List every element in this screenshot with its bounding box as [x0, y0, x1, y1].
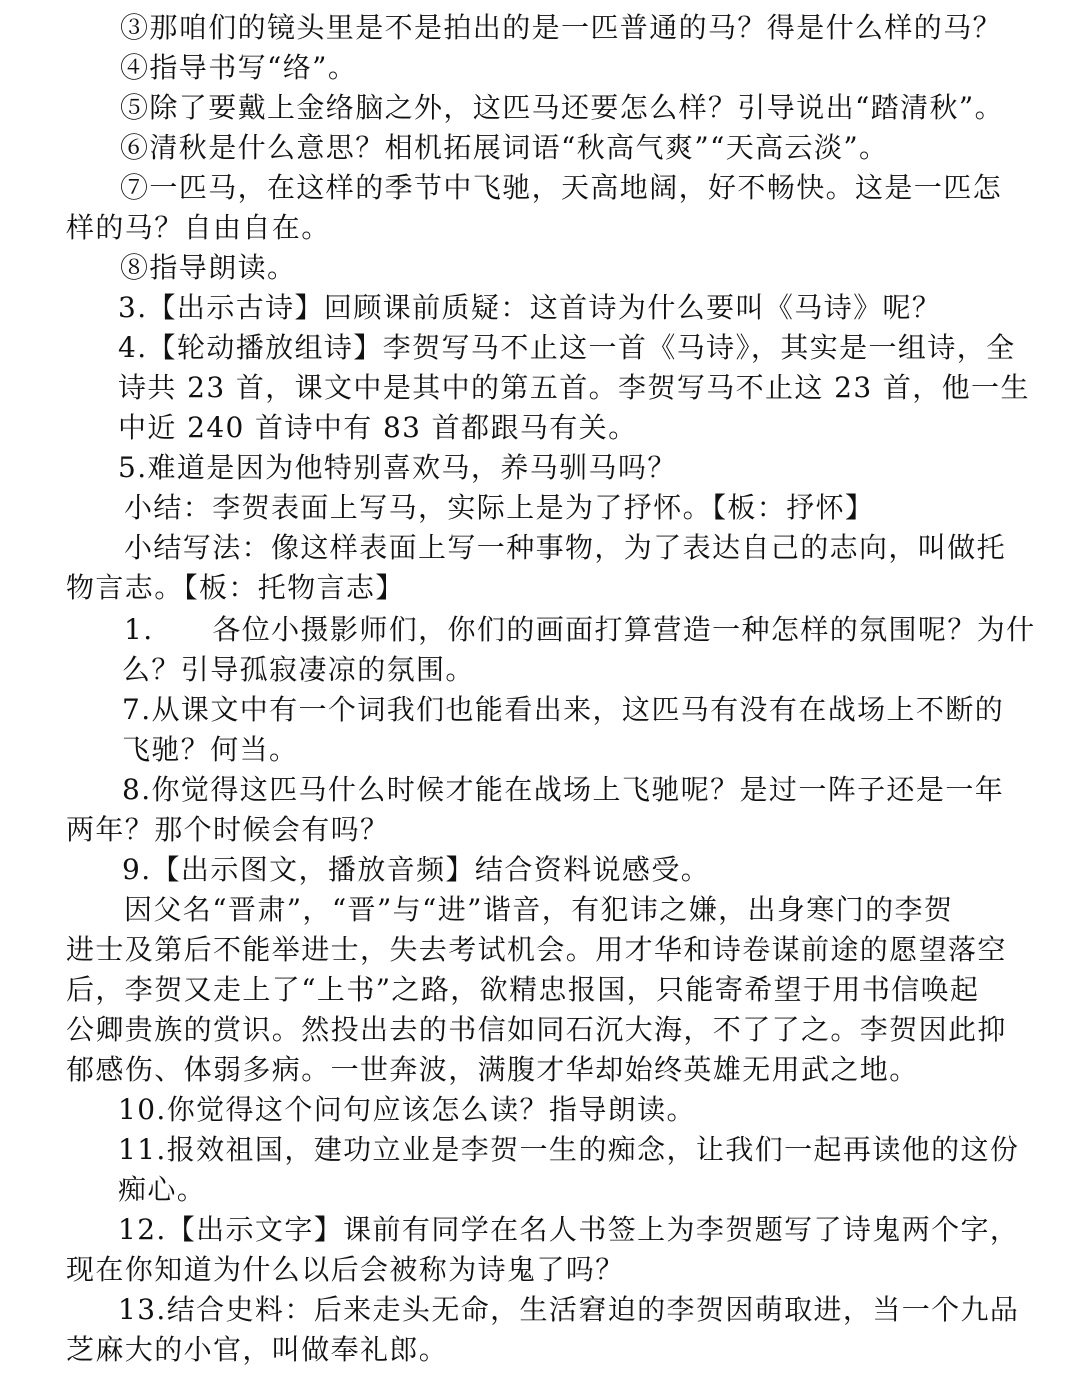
- text-line: 现在你知道为什么以后会被称为诗鬼了吗？: [66, 1253, 625, 1286]
- text-line: 1. 各位小摄影师们，你们的画面打算营造一种怎样的氛围呢？为什: [124, 613, 1036, 646]
- text-line: 痴心。: [118, 1173, 207, 1206]
- text-line: 4.【轮动播放组诗】李贺写马不止这一首《马诗》，其实是一组诗，全: [118, 331, 1016, 364]
- text-line: 11.报效祖国，建功立业是李贺一生的痴念，让我们一起再读他的这份: [118, 1133, 1020, 1166]
- text-line: ⑥清秋是什么意思？相机拓展词语“秋高气爽”“天高云淡”。: [120, 131, 889, 164]
- text-line: 样的马？自由自在。: [66, 211, 331, 244]
- text-line: 8.你觉得这匹马什么时候才能在战场上飞驰呢？是过一阵子还是一年: [122, 773, 1005, 806]
- text-line: 3.【出示古诗】回顾课前质疑：这首诗为什么要叫《马诗》呢？: [118, 291, 942, 324]
- text-line: 两年？那个时候会有吗？: [66, 813, 390, 846]
- text-line: 9.【出示图文，播放音频】结合资料说感受。: [122, 853, 711, 886]
- text-line: 因父名“晋肃”，“晋”与“进”谐音，有犯讳之嫌，出身寒门的李贺: [124, 893, 954, 926]
- text-line: ③那咱们的镜头里是不是拍出的是一匹普通的马？得是什么样的马？: [120, 11, 1003, 44]
- text-line: ⑦一匹马，在这样的季节中飞驰，天高地阔，好不畅快。这是一匹怎: [120, 171, 1003, 204]
- text-line: 进士及第后不能举进士，失去考试机会。用才华和诗卷谋前途的愿望落空: [66, 933, 1007, 966]
- text-line: 飞驰？何当。: [122, 733, 299, 766]
- text-line: 诗共 23 首，课文中是其中的第五首。李贺写马不止这 23 首，他一生: [118, 371, 1030, 404]
- text-line: 13.结合史料：后来走头无命，生活窘迫的李贺因萌取进，当一个九品: [118, 1293, 1020, 1326]
- text-line: 物言志。【板：托物言志】: [66, 571, 405, 604]
- text-line: ④指导书写“络”。: [120, 51, 358, 84]
- text-line: ⑧指导朗读。: [120, 251, 297, 284]
- text-line: ⑤除了要戴上金络脑之外，这匹马还要怎么样？引导说出“踏清秋”。: [120, 91, 1005, 124]
- text-line: 小结：李贺表面上写马，实际上是为了抒怀。【板：抒怀】: [124, 491, 875, 524]
- text-line: 10.你觉得这个问句应该怎么读？指导朗读。: [118, 1093, 696, 1126]
- text-line: 小结写法：像这样表面上写一种事物，为了表达自己的志向，叫做托: [124, 531, 1007, 564]
- text-line: 么？引导孤寂凄凉的氛围。: [122, 653, 475, 686]
- text-line: 公卿贵族的赏识。然投出去的书信如同石沉大海，不了了之。李贺因此抑: [66, 1013, 1007, 1046]
- text-line: 中近 240 首诗中有 83 首都跟马有关。: [118, 411, 638, 444]
- text-line: 12.【出示文字】课前有同学在名人书签上为李贺题写了诗鬼两个字，: [118, 1213, 1020, 1246]
- text-line: 后，李贺又走上了“上书”之路，欲精忠报国，只能寄希望于用书信唤起: [66, 973, 980, 1006]
- text-line: 5.难道是因为他特别喜欢马，养马驯马吗？: [118, 451, 677, 484]
- text-line: 郁感伤、体弱多病。一世奔波，满腹才华却始终英雄无用武之地。: [66, 1053, 919, 1086]
- text-line: 芝麻大的小官，叫做奉礼郎。: [66, 1333, 449, 1366]
- text-line: 7.从课文中有一个词我们也能看出来，这匹马有没有在战场上不断的: [122, 693, 1005, 726]
